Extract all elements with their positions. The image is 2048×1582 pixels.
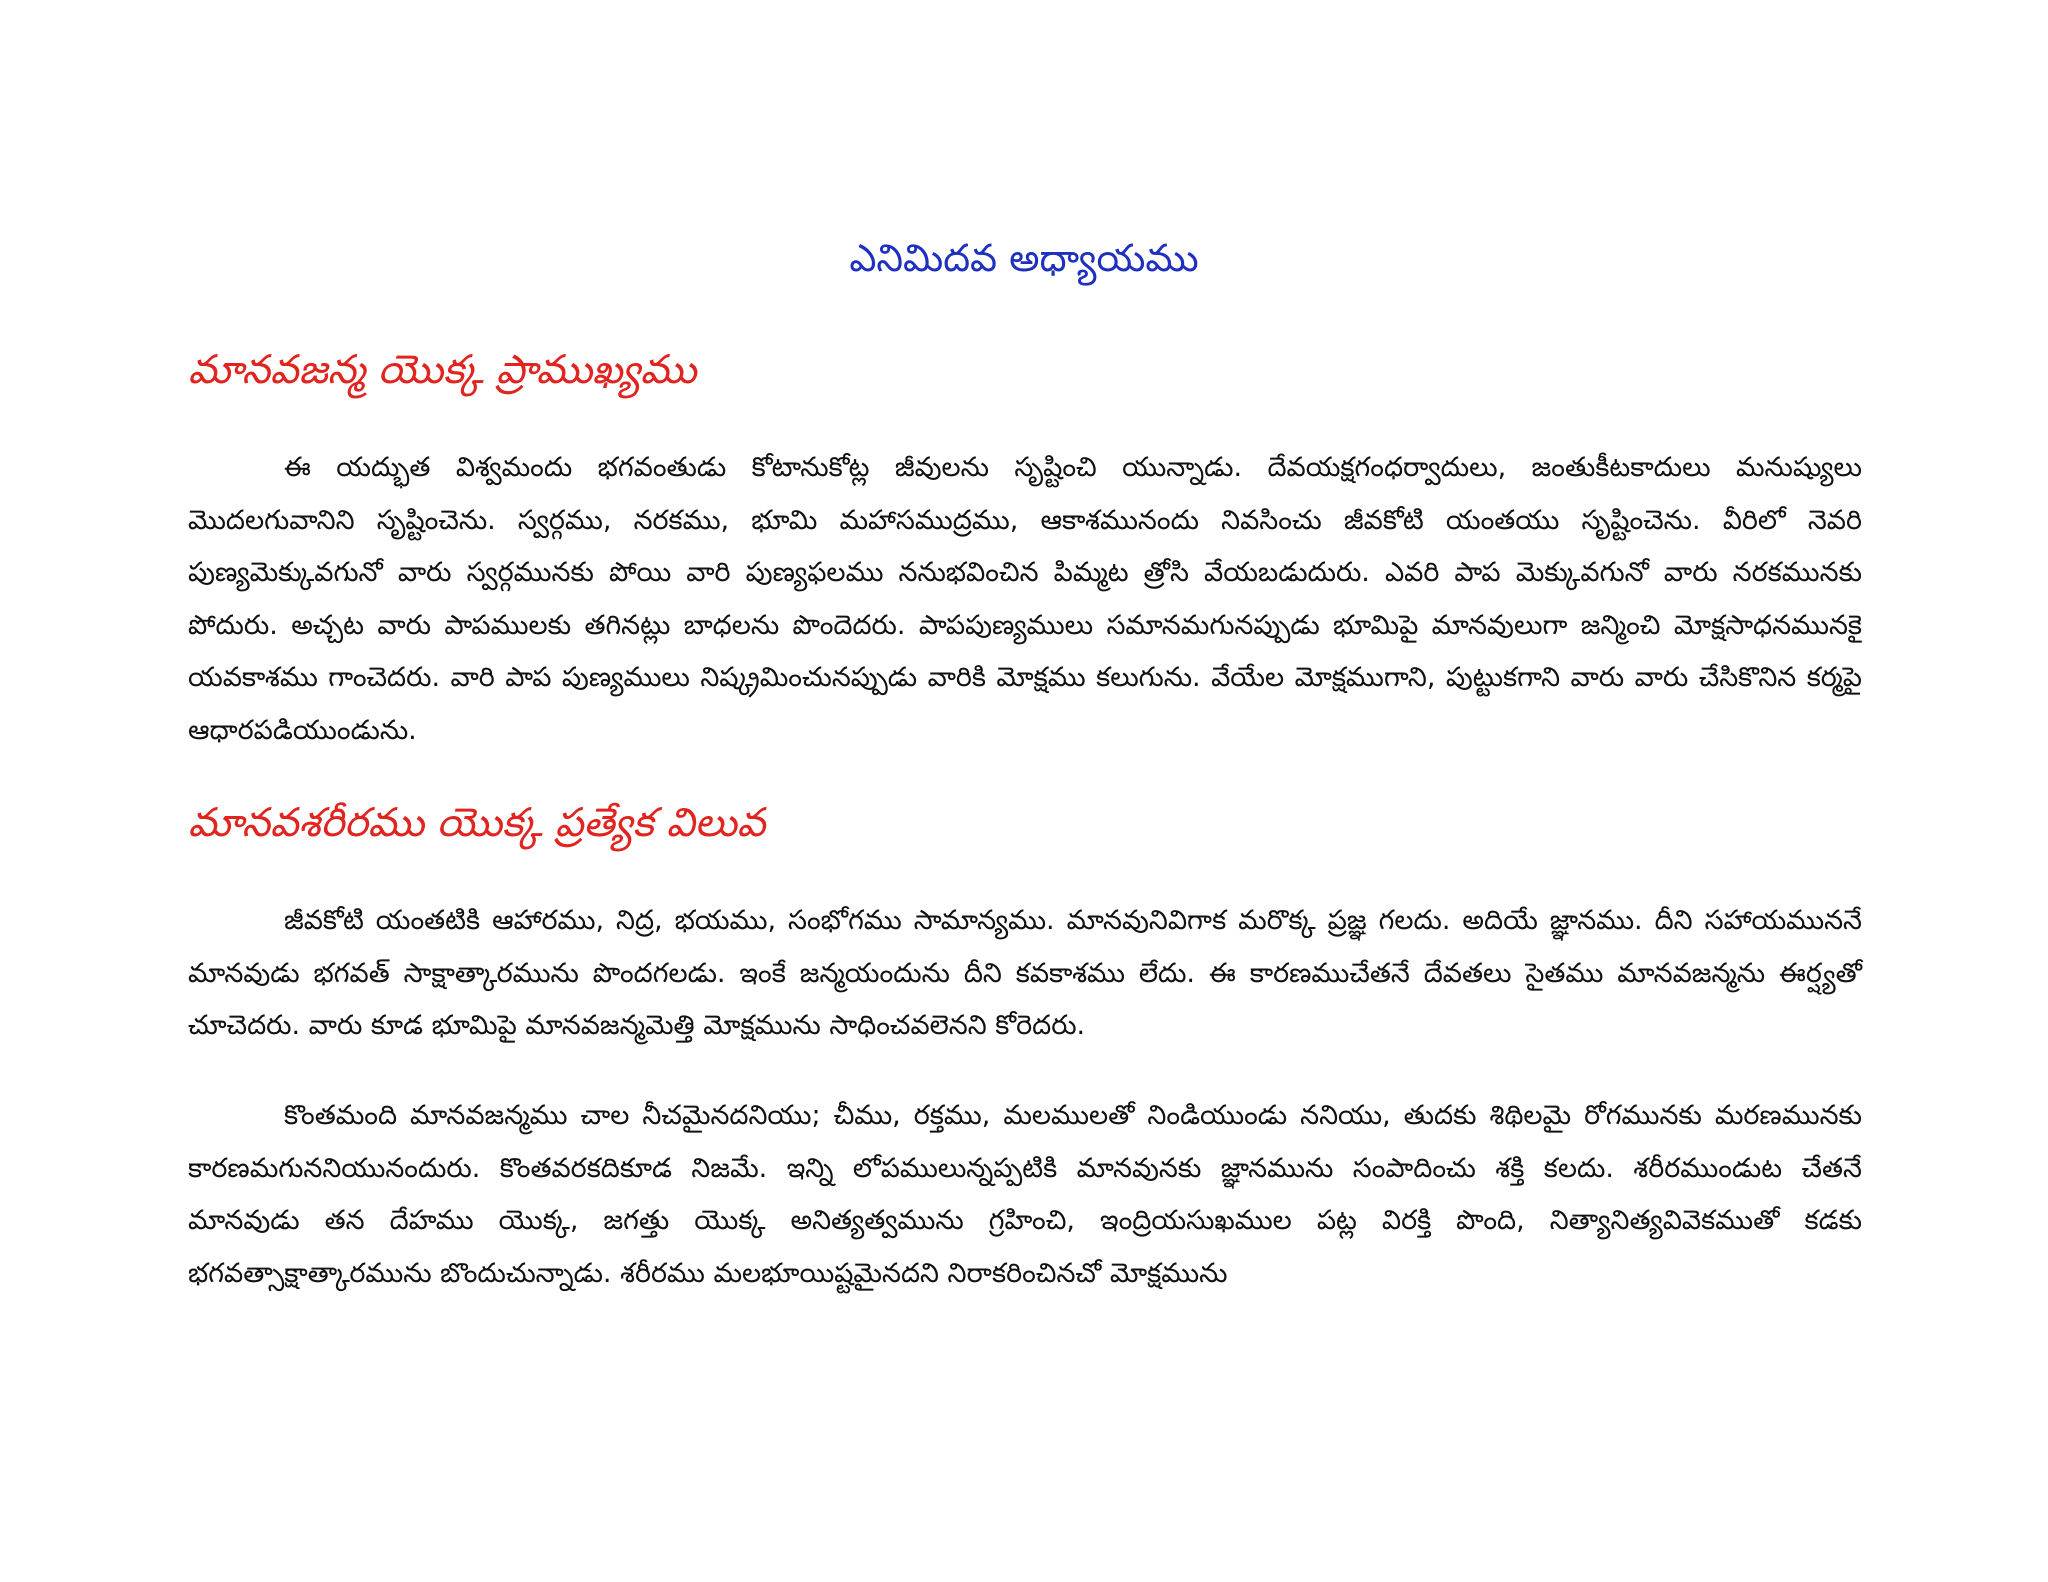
paragraph-body-and-liberation: కొంతమంది మానవజన్మము చాల నీచమైనదనియు; చీము, రక్తము, మలములతో నిండియుండు ననియు, తుదకు శిథిలమై రోగమునకు మరణమునకు కారణమగుననియునందురు. కొంతవరకదికూడ నిజమే. ఇన్ని లోపములున్నప్పటికి మానవునకు జ్ఞానమును సంపాదించు శక్తి కలదు. శరీరముండుట చేతనే మానవుడు తన దేహము యొక్క, జగత్తు యొక్క అనిత్యత్వమును గ్రహించి, ఇంద్రియసుఖముల పట్ల విరక్తి పొంది, నిత్యానిత్యవివెకముతో కడకు భగవత్సాక్షాత్కారమును బొందుచున్నాడు. శరీరము మలభూయిష్టమైనదని నిరాకరించినచో మోక్షమును <box>188 1100 1862 1289</box>
paragraph-creation-and-karma: ఈ యద్భుత విశ్వమందు భగవంతుడు కోటానుకోట్ల జీవులను సృష్టించి యున్నాడు. దేవయక్షగంధర్వాదులు, జంతుకీటకాదులు మనుష్యులు మొదలగువానిని సృష్టించెను. స్వర్గము, నరకము, భూమి మహాసముద్రము, ఆకాశమునందు నివసించు జీవకోటి యంతయు సృష్టించెను. వీరిలో నెవరి పుణ్యమెక్కువగునో వారు స్వర్గమునకు పోయి వారి పుణ్యఫలము ననుభవించిన పిమ్మట త్రోసి వేయబడుదురు. ఎవరి పాప మెక్కువగునో వారు నరకమునకు పోదురు. అచ్చట వారు పాపములకు తగినట్లు బాధలను పొందెదరు. పాపపుణ్యములు సమానమగునప్పుడు భూమిపై మానవులుగా జన్మించి మోక్షసాధనమునకై యవకాశము గాంచెదరు. వారి పాప పుణ్యములు నిష్క్రమించునప్పుడు వారికి మోక్షము కలుగును. వేయేల మోక్షముగాని, పుట్టుకగాని వారు వారు చేసికొనిన కర్మపై ఆధారపడియుండును. <box>188 452 1862 746</box>
section-heading-importance-of-human-birth: మానవజన్మ యొక్క ప్రాముఖ్యము <box>188 347 697 393</box>
paragraph-human-knowledge: జీవకోటి యంతటికి ఆహారము, నిద్ర, భయము, సంభోగము సామాన్యము. మానవునివిగాక మరొక్క ప్రజ్ఞ గలదు. అదియే జ్ఞానము. దీని సహాయముననే మానవుడు భగవత్ సాక్షాత్కారమును పొందగలడు. ఇంకే జన్మయందును దీని కవకాశము లేదు. ఈ కారణముచేతనే దేవతలు సైతము మానవజన్మను ఈర్ష్యతో చూచెదరు. వారు కూడ భూమిపై మానవజన్మమెత్తి మోక్షమును సాధించవలెనని కోరెదరు. <box>188 905 1862 1041</box>
section-heading-value-of-human-body: మానవశరీరము యొక్క ప్రత్యేక విలువ <box>188 800 766 846</box>
chapter-title: ఎనిమిదవ అధ్యాయము <box>849 236 1199 280</box>
